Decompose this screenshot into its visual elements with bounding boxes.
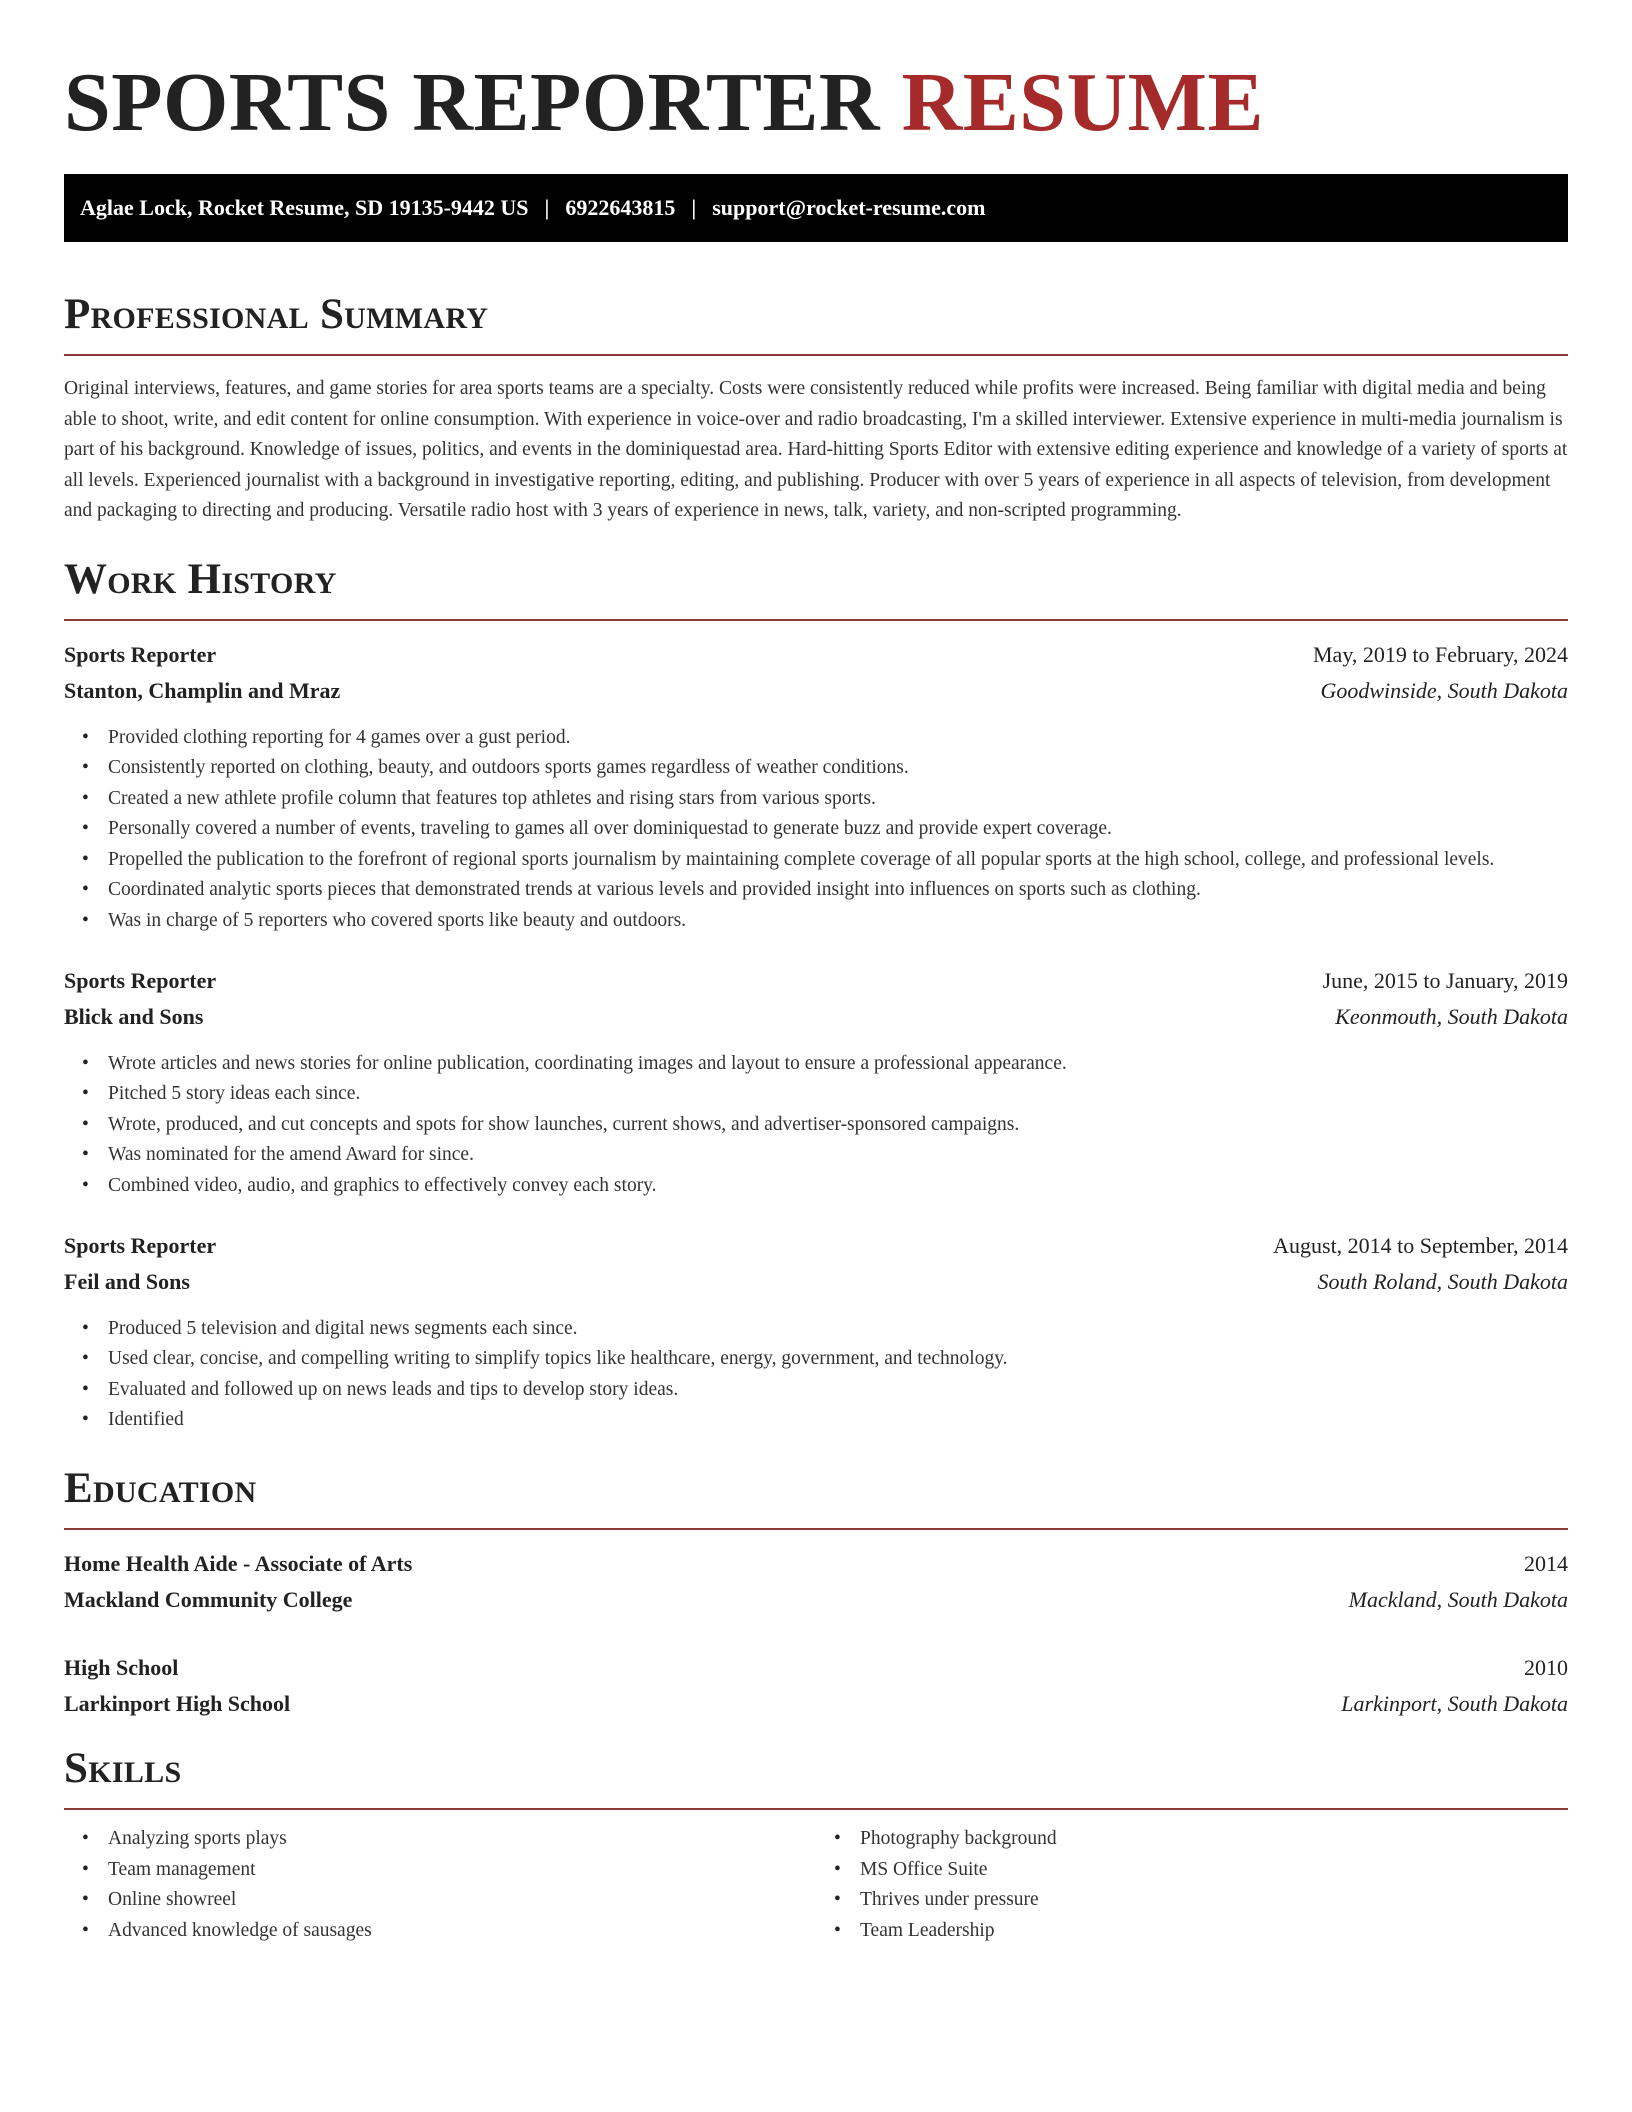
job-bullet: • Provided clothing reporting for 4 games over a gust period. bbox=[108, 723, 1568, 754]
job-bullet: • Consistently reported on clothing, beauty, and outdoors sports games regardless of weather conditions. bbox=[108, 753, 1568, 784]
section-divider bbox=[64, 354, 1568, 356]
job-entry bbox=[64, 637, 1568, 937]
education-location: Mackland, South Dakota bbox=[1348, 1587, 1568, 1612]
job-bullet-list bbox=[64, 1049, 1568, 1202]
education-degree: High School bbox=[64, 1655, 179, 1680]
skill-item: • Thrives under pressure bbox=[860, 1885, 1568, 1916]
summary-heading: Professional Summary bbox=[64, 291, 489, 338]
job-company-row bbox=[64, 999, 1568, 1035]
job-header-row bbox=[64, 1228, 1568, 1264]
job-header-row bbox=[64, 637, 1568, 673]
job-bullet: • Evaluated and followed up on news leads and tips to develop story ideas. bbox=[108, 1375, 1568, 1406]
job-company: Feil and Sons bbox=[64, 1268, 190, 1294]
skill-item: • Advanced knowledge of sausages bbox=[108, 1916, 816, 1947]
job-entry bbox=[64, 963, 1568, 1202]
education-year: 2014 bbox=[1524, 1551, 1568, 1576]
job-bullet: • Personally covered a number of events, traveling to games all over dominiquestad to generate buzz and provide expert coverage. bbox=[108, 814, 1568, 845]
job-title: Sports Reporter bbox=[64, 1232, 217, 1258]
job-bullet: • Wrote articles and news stories for online publication, coordinating images and layout to ensure a professional appearance. bbox=[108, 1049, 1568, 1080]
job-bullet: • Created a new athlete profile column that features top athletes and rising stars from various sports. bbox=[108, 784, 1568, 815]
skills-list-left bbox=[64, 1824, 816, 1946]
job-company-row bbox=[64, 1264, 1568, 1300]
work-history-section bbox=[64, 555, 1568, 1437]
education-degree-row bbox=[64, 1546, 1568, 1582]
education-section bbox=[64, 1464, 1568, 1722]
job-header-row bbox=[64, 963, 1568, 999]
skills-list-right bbox=[816, 1824, 1568, 1946]
job-bullet-list bbox=[64, 1314, 1568, 1436]
contact-address: Aglae Lock, Rocket Resume, SD 19135-9442 US bbox=[80, 195, 529, 220]
job-location: Keonmouth, South Dakota bbox=[1335, 1003, 1568, 1029]
skill-item: • Photography background bbox=[860, 1824, 1568, 1855]
section-divider bbox=[64, 1808, 1568, 1810]
job-location: South Roland, South Dakota bbox=[1317, 1268, 1568, 1294]
contact-phone: 6922643815 bbox=[565, 195, 676, 220]
job-dates: August, 2014 to September, 2014 bbox=[1273, 1232, 1568, 1258]
job-bullet: • Was in charge of 5 reporters who covered sports like beauty and outdoors. bbox=[108, 906, 1568, 937]
skill-item: • Analyzing sports plays bbox=[108, 1824, 816, 1855]
skill-item: • Team Leadership bbox=[860, 1916, 1568, 1947]
contact-separator: | bbox=[544, 195, 550, 220]
education-entry bbox=[64, 1546, 1568, 1618]
education-heading: Education bbox=[64, 1465, 257, 1512]
job-location: Goodwinside, South Dakota bbox=[1320, 677, 1568, 703]
work-history-heading: Work History bbox=[64, 555, 337, 603]
section-divider bbox=[64, 619, 1568, 621]
job-company: Blick and Sons bbox=[64, 1003, 204, 1029]
education-school-row bbox=[64, 1582, 1568, 1618]
skill-item: • MS Office Suite bbox=[860, 1855, 1568, 1886]
job-bullet: • Identified bbox=[108, 1405, 1568, 1436]
education-degree: Home Health Aide - Associate of Arts bbox=[64, 1551, 413, 1576]
education-year: 2010 bbox=[1524, 1655, 1568, 1680]
job-bullet-list bbox=[64, 723, 1568, 937]
contact-bar bbox=[64, 174, 1568, 242]
education-school: Larkinport High School bbox=[64, 1691, 291, 1716]
section-divider bbox=[64, 1528, 1568, 1530]
job-bullet: • Used clear, concise, and compelling writing to simplify topics like healthcare, energy, government, and technology. bbox=[108, 1344, 1568, 1375]
summary-section bbox=[64, 290, 1568, 527]
skill-item: • Online showreel bbox=[108, 1885, 816, 1916]
education-school: Mackland Community College bbox=[64, 1587, 353, 1612]
job-bullet: • Produced 5 television and digital news segments each since. bbox=[108, 1314, 1568, 1345]
skills-section bbox=[64, 1744, 1568, 1946]
job-title: Sports Reporter bbox=[64, 641, 217, 667]
education-school-row bbox=[64, 1686, 1568, 1722]
skill-item: • Team management bbox=[108, 1855, 816, 1886]
job-bullet: • Propelled the publication to the forefront of regional sports journalism by maintaining complete coverage of all popular sports at the high school, college, and professional levels. bbox=[108, 845, 1568, 876]
job-bullet: • Coordinated analytic sports pieces that demonstrated trends at various levels and provided insight into influences on sports such as clothing. bbox=[108, 875, 1568, 906]
job-title: Sports Reporter bbox=[64, 967, 217, 993]
job-entry bbox=[64, 1228, 1568, 1436]
job-dates: June, 2015 to January, 2019 bbox=[1322, 967, 1568, 993]
education-degree-row bbox=[64, 1650, 1568, 1686]
title-accent: RESUME bbox=[901, 56, 1264, 149]
title-main: SPORTS REPORTER bbox=[64, 56, 881, 149]
job-company: Stanton, Champlin and Mraz bbox=[64, 677, 341, 703]
job-bullet: • Pitched 5 story ideas each since. bbox=[108, 1079, 1568, 1110]
resume-title bbox=[64, 58, 1568, 148]
job-bullet: • Was nominated for the amend Award for since. bbox=[108, 1140, 1568, 1171]
job-dates: May, 2019 to February, 2024 bbox=[1313, 641, 1568, 667]
job-bullet: • Combined video, audio, and graphics to effectively convey each story. bbox=[108, 1171, 1568, 1202]
education-location: Larkinport, South Dakota bbox=[1341, 1691, 1568, 1716]
summary-text: Original interviews, features, and game stories for area sports teams are a specialty. Costs were consistently reduced while profits were increased. Being familiar with digital media and being able to shoot, write, and edit content for online consumption. With experience in voice-over and radio broadcasting, I'm a skilled interviewer. Extensive experience in multi-media journalism is part of his background. Knowledge of issues, politics, and events in the dominiquestad area. Hard-hitting Sports Editor with extensive editing experience and knowledge of a variety of sports at all levels. Experienced journalist with a background in investigative reporting, editing, and publishing. Producer with over 5 years of experience in all aspects of television, from development and packaging to directing and producing. Versatile radio host with 3 years of experience in news, talk, variety, and non-scripted programming. bbox=[64, 378, 1568, 521]
education-entry bbox=[64, 1650, 1568, 1722]
contact-email: support@rocket-resume.com bbox=[712, 195, 986, 220]
skills-grid bbox=[64, 1824, 1568, 1946]
contact-separator: | bbox=[691, 195, 697, 220]
job-bullet: • Wrote, produced, and cut concepts and spots for show launches, current shows, and advertiser-sponsored campaigns. bbox=[108, 1110, 1568, 1141]
job-company-row bbox=[64, 673, 1568, 709]
skills-heading: Skills bbox=[64, 1745, 182, 1792]
